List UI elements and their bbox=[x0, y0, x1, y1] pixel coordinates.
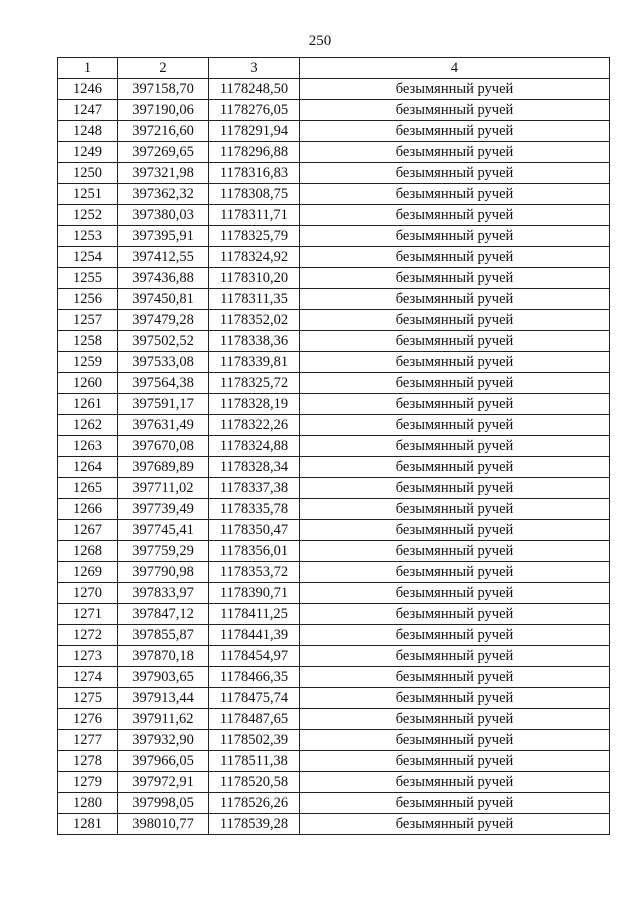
cell-point-number: 1258 bbox=[58, 331, 118, 352]
cell-x-coordinate: 397711,02 bbox=[118, 478, 209, 499]
cell-description: безымянный ручей bbox=[300, 541, 610, 562]
cell-x-coordinate: 397847,12 bbox=[118, 604, 209, 625]
cell-description: безымянный ручей bbox=[300, 499, 610, 520]
cell-x-coordinate: 397759,29 bbox=[118, 541, 209, 562]
cell-description: безымянный ручей bbox=[300, 562, 610, 583]
cell-y-coordinate: 1178350,47 bbox=[209, 520, 300, 541]
cell-point-number: 1278 bbox=[58, 751, 118, 772]
table-row bbox=[58, 583, 610, 604]
cell-point-number: 1265 bbox=[58, 478, 118, 499]
cell-x-coordinate: 397739,49 bbox=[118, 499, 209, 520]
cell-x-coordinate: 397564,38 bbox=[118, 373, 209, 394]
cell-description: безымянный ручей bbox=[300, 793, 610, 814]
cell-y-coordinate: 1178511,38 bbox=[209, 751, 300, 772]
cell-y-coordinate: 1178539,28 bbox=[209, 814, 300, 835]
cell-point-number: 1256 bbox=[58, 289, 118, 310]
cell-description: безымянный ручей bbox=[300, 79, 610, 100]
cell-description: безымянный ручей bbox=[300, 814, 610, 835]
cell-point-number: 1274 bbox=[58, 667, 118, 688]
cell-description: безымянный ручей bbox=[300, 520, 610, 541]
cell-point-number: 1261 bbox=[58, 394, 118, 415]
table-row bbox=[58, 394, 610, 415]
cell-description: безымянный ручей bbox=[300, 310, 610, 331]
cell-y-coordinate: 1178487,65 bbox=[209, 709, 300, 730]
cell-y-coordinate: 1178322,26 bbox=[209, 415, 300, 436]
cell-description: безымянный ручей bbox=[300, 163, 610, 184]
cell-y-coordinate: 1178324,88 bbox=[209, 436, 300, 457]
table-row bbox=[58, 646, 610, 667]
cell-x-coordinate: 397380,03 bbox=[118, 205, 209, 226]
table-row bbox=[58, 499, 610, 520]
table-row bbox=[58, 268, 610, 289]
cell-y-coordinate: 1178316,83 bbox=[209, 163, 300, 184]
table-row bbox=[58, 604, 610, 625]
cell-y-coordinate: 1178390,71 bbox=[209, 583, 300, 604]
cell-y-coordinate: 1178411,25 bbox=[209, 604, 300, 625]
cell-point-number: 1246 bbox=[58, 79, 118, 100]
cell-point-number: 1272 bbox=[58, 625, 118, 646]
cell-x-coordinate: 398010,77 bbox=[118, 814, 209, 835]
cell-description: безымянный ручей bbox=[300, 247, 610, 268]
cell-y-coordinate: 1178356,01 bbox=[209, 541, 300, 562]
cell-description: безымянный ручей bbox=[300, 205, 610, 226]
cell-point-number: 1281 bbox=[58, 814, 118, 835]
cell-x-coordinate: 397790,98 bbox=[118, 562, 209, 583]
cell-y-coordinate: 1178338,36 bbox=[209, 331, 300, 352]
cell-x-coordinate: 397670,08 bbox=[118, 436, 209, 457]
cell-point-number: 1253 bbox=[58, 226, 118, 247]
table-row bbox=[58, 520, 610, 541]
cell-x-coordinate: 397533,08 bbox=[118, 352, 209, 373]
cell-y-coordinate: 1178441,39 bbox=[209, 625, 300, 646]
cell-point-number: 1268 bbox=[58, 541, 118, 562]
cell-x-coordinate: 397321,98 bbox=[118, 163, 209, 184]
cell-point-number: 1249 bbox=[58, 142, 118, 163]
cell-y-coordinate: 1178291,94 bbox=[209, 121, 300, 142]
cell-description: безымянный ручей bbox=[300, 142, 610, 163]
table-row bbox=[58, 310, 610, 331]
cell-x-coordinate: 397932,90 bbox=[118, 730, 209, 751]
table-row bbox=[58, 100, 610, 121]
table-row bbox=[58, 457, 610, 478]
cell-point-number: 1280 bbox=[58, 793, 118, 814]
cell-description: безымянный ручей bbox=[300, 436, 610, 457]
cell-y-coordinate: 1178339,81 bbox=[209, 352, 300, 373]
table-body bbox=[58, 79, 610, 835]
cell-y-coordinate: 1178296,88 bbox=[209, 142, 300, 163]
cell-description: безымянный ручей bbox=[300, 604, 610, 625]
cell-y-coordinate: 1178352,02 bbox=[209, 310, 300, 331]
cell-x-coordinate: 397269,65 bbox=[118, 142, 209, 163]
cell-description: безымянный ручей bbox=[300, 772, 610, 793]
cell-point-number: 1262 bbox=[58, 415, 118, 436]
cell-x-coordinate: 397745,41 bbox=[118, 520, 209, 541]
cell-point-number: 1275 bbox=[58, 688, 118, 709]
table-row bbox=[58, 772, 610, 793]
table-row bbox=[58, 79, 610, 100]
table-row bbox=[58, 121, 610, 142]
cell-description: безымянный ручей bbox=[300, 268, 610, 289]
table-row bbox=[58, 352, 610, 373]
cell-x-coordinate: 397158,70 bbox=[118, 79, 209, 100]
cell-point-number: 1276 bbox=[58, 709, 118, 730]
cell-x-coordinate: 397436,88 bbox=[118, 268, 209, 289]
cell-y-coordinate: 1178324,92 bbox=[209, 247, 300, 268]
table-row bbox=[58, 184, 610, 205]
cell-description: безымянный ручей bbox=[300, 478, 610, 499]
table-row bbox=[58, 205, 610, 226]
cell-x-coordinate: 397870,18 bbox=[118, 646, 209, 667]
table-row bbox=[58, 541, 610, 562]
table-row bbox=[58, 247, 610, 268]
cell-y-coordinate: 1178526,26 bbox=[209, 793, 300, 814]
cell-point-number: 1260 bbox=[58, 373, 118, 394]
cell-x-coordinate: 397479,28 bbox=[118, 310, 209, 331]
cell-y-coordinate: 1178475,74 bbox=[209, 688, 300, 709]
table-row bbox=[58, 478, 610, 499]
table-row bbox=[58, 625, 610, 646]
cell-x-coordinate: 397450,81 bbox=[118, 289, 209, 310]
cell-point-number: 1271 bbox=[58, 604, 118, 625]
table-row bbox=[58, 163, 610, 184]
table-row bbox=[58, 730, 610, 751]
table-row bbox=[58, 562, 610, 583]
table-row bbox=[58, 331, 610, 352]
cell-point-number: 1270 bbox=[58, 583, 118, 604]
table-row bbox=[58, 415, 610, 436]
cell-description: безымянный ручей bbox=[300, 751, 610, 772]
cell-x-coordinate: 397998,05 bbox=[118, 793, 209, 814]
cell-description: безымянный ручей bbox=[300, 667, 610, 688]
cell-point-number: 1259 bbox=[58, 352, 118, 373]
cell-description: безымянный ручей bbox=[300, 457, 610, 478]
cell-x-coordinate: 397855,87 bbox=[118, 625, 209, 646]
table-row bbox=[58, 814, 610, 835]
table-row bbox=[58, 709, 610, 730]
table-row bbox=[58, 289, 610, 310]
cell-x-coordinate: 397216,60 bbox=[118, 121, 209, 142]
cell-x-coordinate: 397972,91 bbox=[118, 772, 209, 793]
table-row bbox=[58, 142, 610, 163]
cell-point-number: 1250 bbox=[58, 163, 118, 184]
cell-x-coordinate: 397190,06 bbox=[118, 100, 209, 121]
cell-x-coordinate: 397362,32 bbox=[118, 184, 209, 205]
cell-y-coordinate: 1178335,78 bbox=[209, 499, 300, 520]
cell-y-coordinate: 1178353,72 bbox=[209, 562, 300, 583]
cell-description: безымянный ручей bbox=[300, 121, 610, 142]
cell-description: безымянный ручей bbox=[300, 415, 610, 436]
cell-y-coordinate: 1178325,72 bbox=[209, 373, 300, 394]
cell-y-coordinate: 1178337,38 bbox=[209, 478, 300, 499]
table-row bbox=[58, 667, 610, 688]
cell-description: безымянный ручей bbox=[300, 331, 610, 352]
table-header bbox=[58, 58, 610, 79]
cell-y-coordinate: 1178466,35 bbox=[209, 667, 300, 688]
cell-x-coordinate: 397689,89 bbox=[118, 457, 209, 478]
cell-description: безымянный ручей bbox=[300, 394, 610, 415]
cell-x-coordinate: 397395,91 bbox=[118, 226, 209, 247]
cell-y-coordinate: 1178520,58 bbox=[209, 772, 300, 793]
cell-point-number: 1264 bbox=[58, 457, 118, 478]
header-cell-x: 2 bbox=[118, 58, 209, 79]
cell-point-number: 1266 bbox=[58, 499, 118, 520]
cell-x-coordinate: 397412,55 bbox=[118, 247, 209, 268]
table-row bbox=[58, 226, 610, 247]
cell-description: безымянный ручей bbox=[300, 709, 610, 730]
cell-point-number: 1247 bbox=[58, 100, 118, 121]
cell-y-coordinate: 1178308,75 bbox=[209, 184, 300, 205]
cell-description: безымянный ручей bbox=[300, 100, 610, 121]
header-cell-y: 3 bbox=[209, 58, 300, 79]
cell-description: безымянный ручей bbox=[300, 646, 610, 667]
cell-description: безымянный ручей bbox=[300, 625, 610, 646]
cell-description: безымянный ручей bbox=[300, 730, 610, 751]
cell-x-coordinate: 397833,97 bbox=[118, 583, 209, 604]
table-row bbox=[58, 751, 610, 772]
cell-description: безымянный ручей bbox=[300, 226, 610, 247]
cell-y-coordinate: 1178311,71 bbox=[209, 205, 300, 226]
cell-y-coordinate: 1178248,50 bbox=[209, 79, 300, 100]
header-row bbox=[58, 58, 610, 79]
cell-description: безымянный ручей bbox=[300, 184, 610, 205]
coordinates-table bbox=[57, 57, 610, 835]
cell-x-coordinate: 397911,62 bbox=[118, 709, 209, 730]
cell-y-coordinate: 1178454,97 bbox=[209, 646, 300, 667]
cell-x-coordinate: 397903,65 bbox=[118, 667, 209, 688]
header-cell-description: 4 bbox=[300, 58, 610, 79]
cell-y-coordinate: 1178311,35 bbox=[209, 289, 300, 310]
cell-y-coordinate: 1178328,34 bbox=[209, 457, 300, 478]
cell-description: безымянный ручей bbox=[300, 289, 610, 310]
cell-point-number: 1279 bbox=[58, 772, 118, 793]
cell-point-number: 1248 bbox=[58, 121, 118, 142]
cell-x-coordinate: 397966,05 bbox=[118, 751, 209, 772]
cell-point-number: 1255 bbox=[58, 268, 118, 289]
cell-description: безымянный ручей bbox=[300, 352, 610, 373]
table-row bbox=[58, 688, 610, 709]
cell-y-coordinate: 1178502,39 bbox=[209, 730, 300, 751]
table-row bbox=[58, 436, 610, 457]
cell-y-coordinate: 1178325,79 bbox=[209, 226, 300, 247]
cell-point-number: 1269 bbox=[58, 562, 118, 583]
table-row bbox=[58, 373, 610, 394]
cell-y-coordinate: 1178328,19 bbox=[209, 394, 300, 415]
cell-description: безымянный ручей bbox=[300, 688, 610, 709]
cell-point-number: 1252 bbox=[58, 205, 118, 226]
cell-description: безымянный ручей bbox=[300, 373, 610, 394]
page-number: 250 bbox=[308, 33, 332, 49]
cell-point-number: 1267 bbox=[58, 520, 118, 541]
cell-y-coordinate: 1178310,20 bbox=[209, 268, 300, 289]
table-row bbox=[58, 793, 610, 814]
cell-description: безымянный ручей bbox=[300, 583, 610, 604]
cell-point-number: 1254 bbox=[58, 247, 118, 268]
header-cell-point: 1 bbox=[58, 58, 118, 79]
cell-x-coordinate: 397591,17 bbox=[118, 394, 209, 415]
cell-x-coordinate: 397502,52 bbox=[118, 331, 209, 352]
cell-x-coordinate: 397913,44 bbox=[118, 688, 209, 709]
cell-point-number: 1257 bbox=[58, 310, 118, 331]
cell-point-number: 1251 bbox=[58, 184, 118, 205]
cell-x-coordinate: 397631,49 bbox=[118, 415, 209, 436]
cell-y-coordinate: 1178276,05 bbox=[209, 100, 300, 121]
cell-point-number: 1263 bbox=[58, 436, 118, 457]
cell-point-number: 1277 bbox=[58, 730, 118, 751]
cell-point-number: 1273 bbox=[58, 646, 118, 667]
